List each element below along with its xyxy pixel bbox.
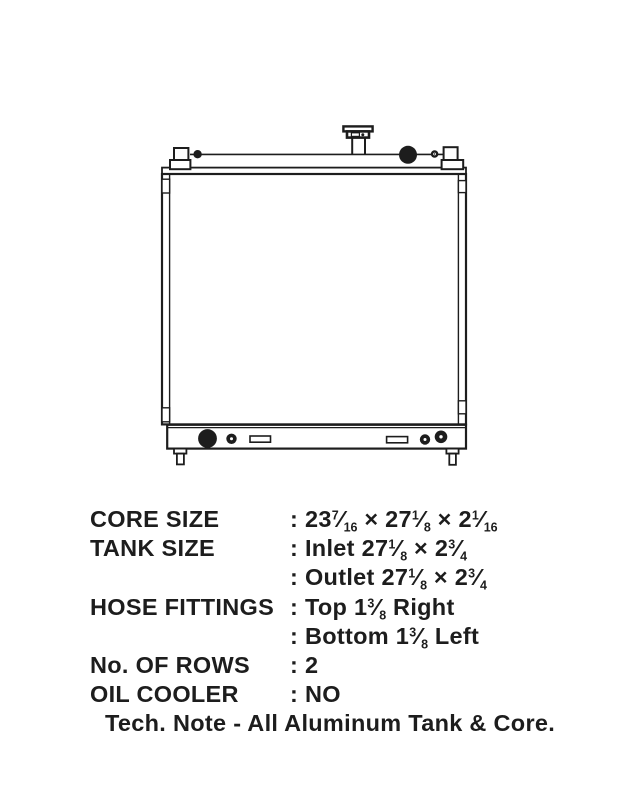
spec-label: No. OF ROWS <box>90 652 250 679</box>
left-mount-bracket <box>170 148 190 169</box>
spec-label <box>90 563 290 592</box>
spec-row <box>90 622 555 651</box>
drain-port <box>420 434 430 444</box>
spec-label: OIL COOLER <box>90 681 239 708</box>
outlet-port <box>435 431 448 444</box>
spec-label <box>90 622 290 651</box>
spec-row <box>90 534 555 563</box>
spec-value: : Bottom $1^3⁄_8$ Left <box>290 622 480 652</box>
side-slot <box>162 408 170 422</box>
top-left-pin <box>193 150 201 158</box>
top-hose-fitting <box>399 146 417 164</box>
spec-row <box>90 505 555 534</box>
spec-value: : Outlet $27^1⁄_8$ × $2^3⁄_4$ <box>290 564 487 593</box>
spec-value: : 2 <box>290 652 319 679</box>
spec-row <box>90 563 555 592</box>
tech-note: Tech. Note - All Aluminum Tank & Core. <box>105 710 556 737</box>
spec-value: : Top $1^3⁄_8$ Right <box>290 593 455 623</box>
side-slot <box>162 179 170 193</box>
filler-cap <box>343 126 372 154</box>
core <box>162 174 466 424</box>
spec-row <box>90 593 555 622</box>
mounting-slot <box>250 436 271 442</box>
drain-port <box>226 434 236 444</box>
spec-value: : $23^7⁄_{16}$ × $27^1⁄_8$ × $2^1⁄_{16}$ <box>290 506 498 535</box>
spec-row <box>90 680 555 709</box>
spec-label: HOSE FITTINGS <box>90 593 275 620</box>
side-slot <box>458 181 466 193</box>
spec-row <box>90 651 555 680</box>
spec-value: : Inlet $27^1⁄_8$ × $2^3⁄_4$ <box>290 535 468 564</box>
spec-table <box>90 505 555 739</box>
left-mount-foot <box>174 449 186 465</box>
right-mount-foot <box>446 449 458 465</box>
bottom-hose-fitting <box>198 429 217 448</box>
spec-value: : NO <box>290 681 341 708</box>
spec-label: TANK SIZE <box>90 535 215 562</box>
top-small-port <box>431 150 439 158</box>
spec-rows <box>90 505 555 709</box>
mounting-slot <box>387 437 408 443</box>
right-mount-bracket <box>442 147 464 169</box>
spec-label: CORE SIZE <box>90 506 220 532</box>
cap-rivet <box>361 133 364 136</box>
side-slot <box>458 401 466 414</box>
